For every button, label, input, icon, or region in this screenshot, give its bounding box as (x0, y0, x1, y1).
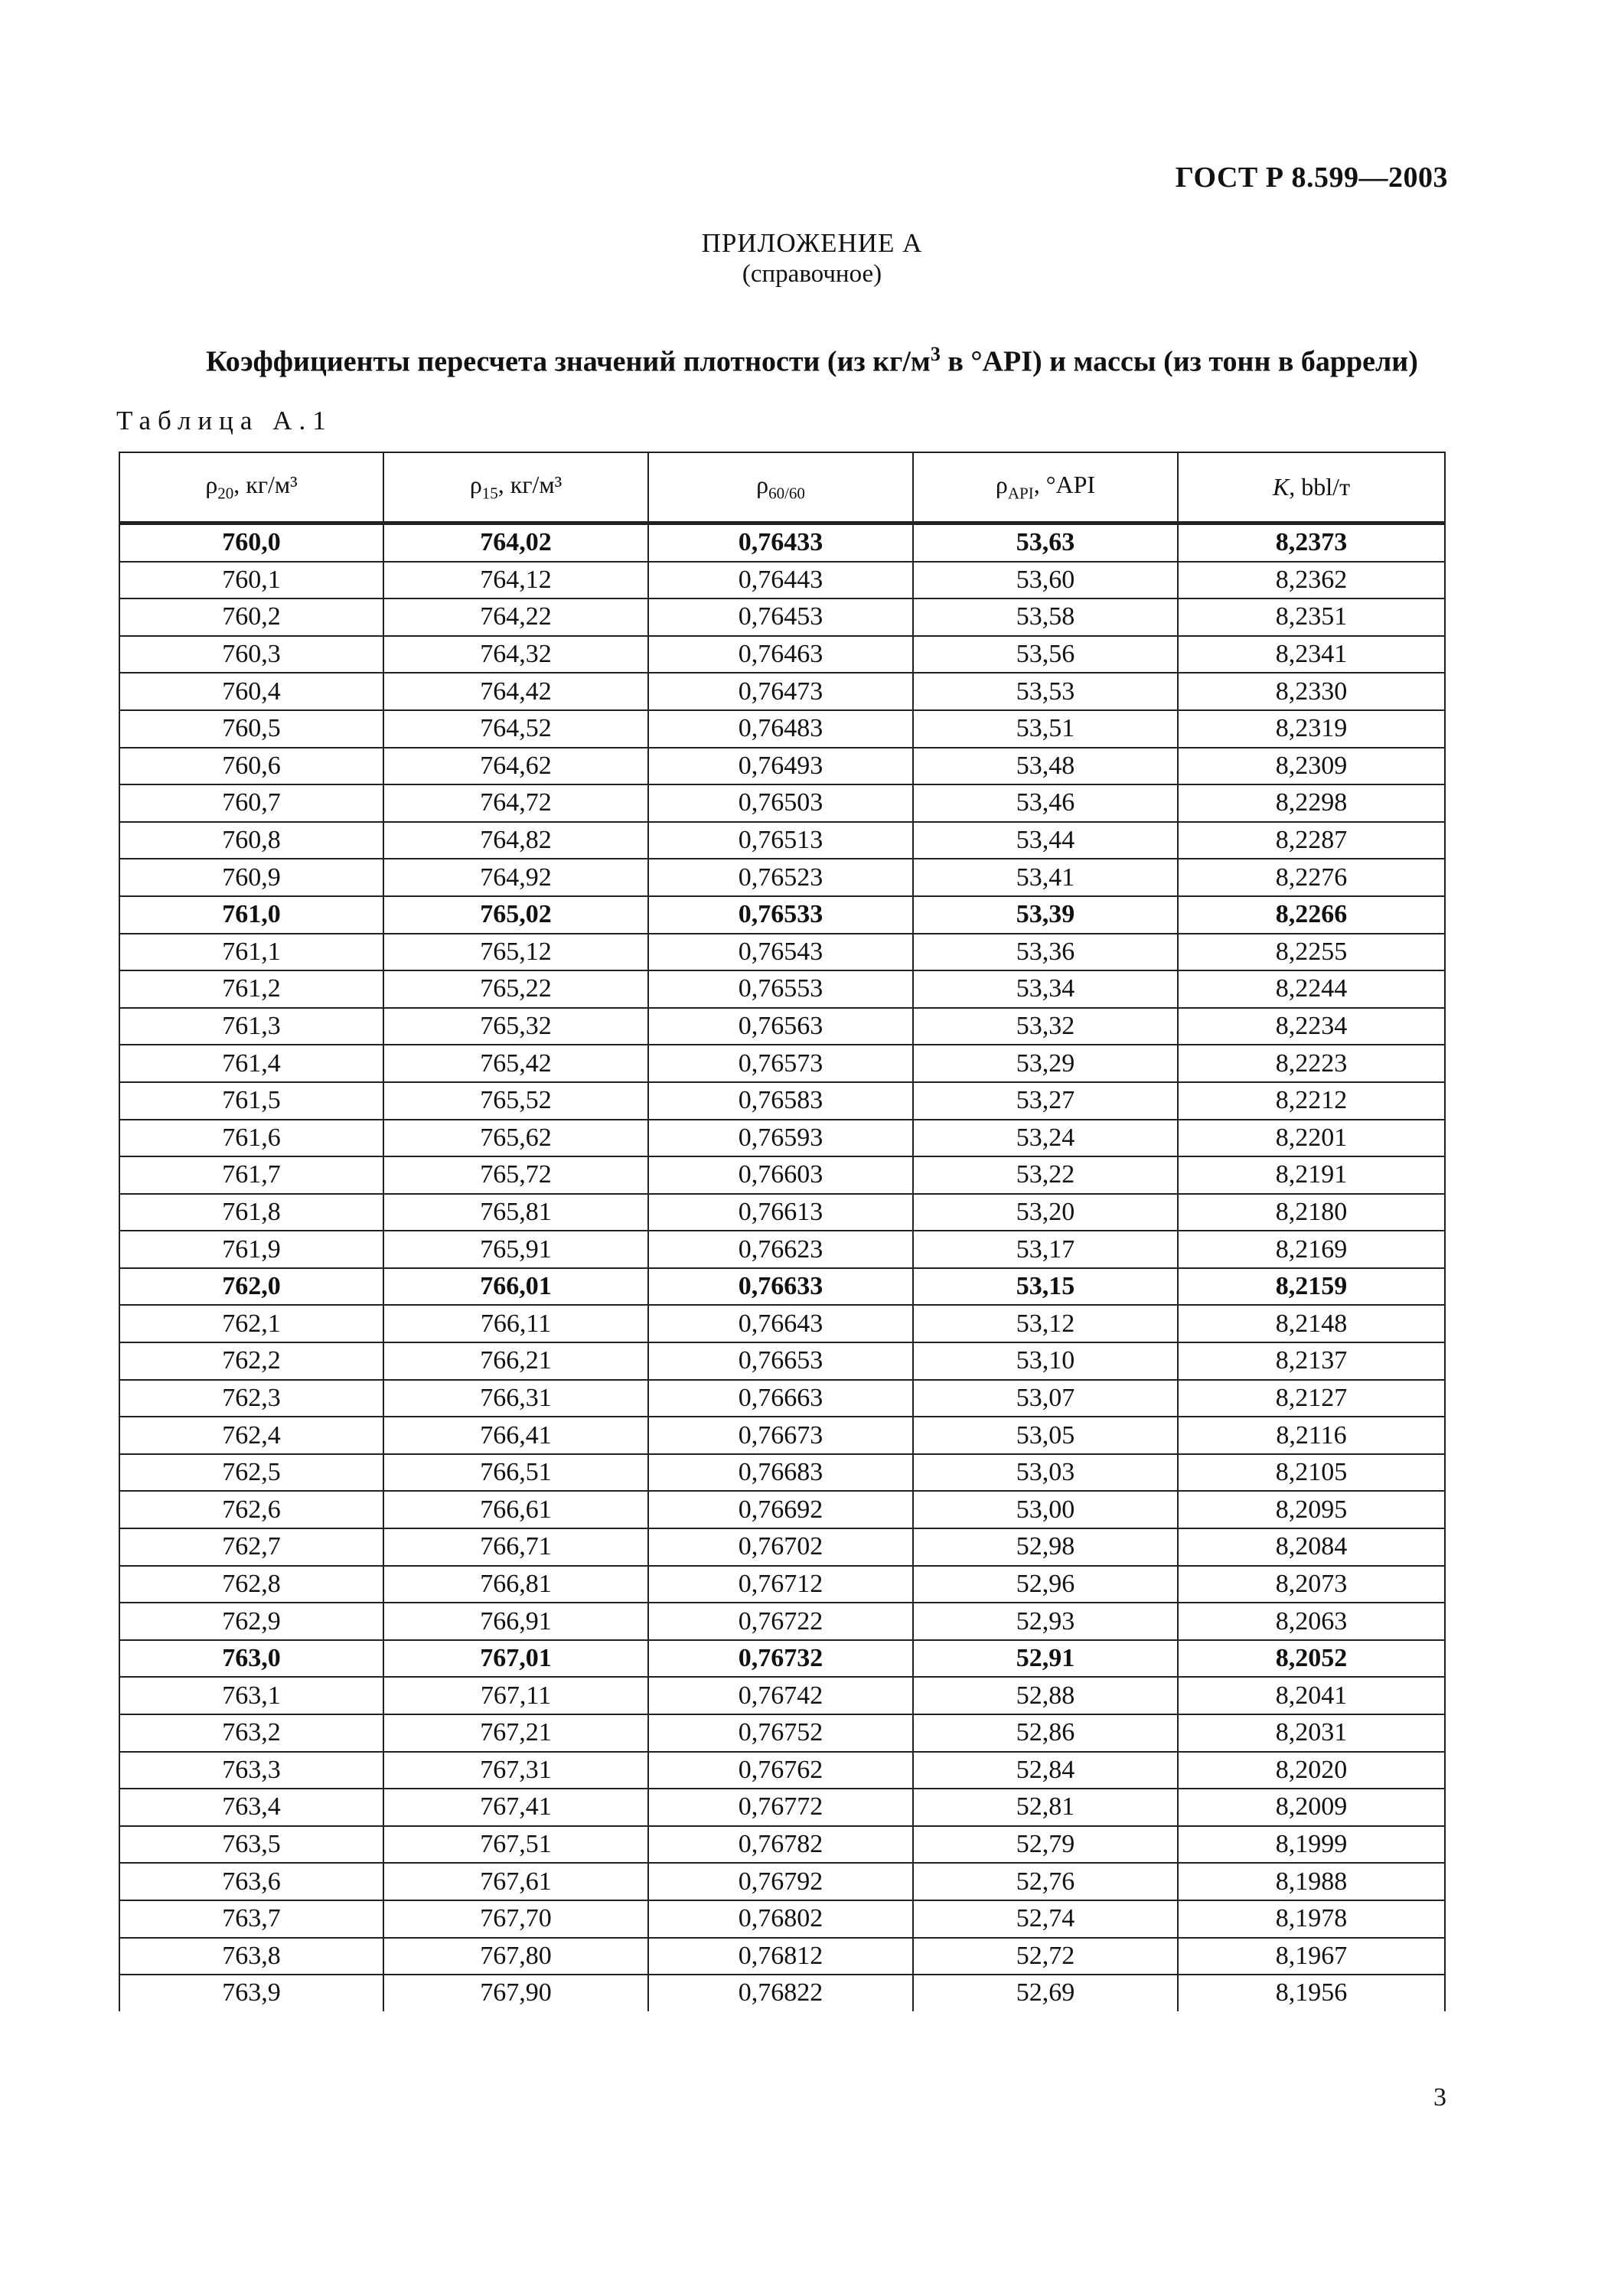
table-cell: 8,2212 (1178, 1082, 1445, 1120)
table-cell: 766,21 (383, 1342, 648, 1380)
table-cell: 8,2031 (1178, 1714, 1445, 1752)
table-cell: 761,2 (119, 970, 383, 1008)
table-cell: 763,8 (119, 1938, 383, 1975)
table-cell: 8,1967 (1178, 1938, 1445, 1975)
table-row (119, 1231, 1445, 1268)
table-cell: 0,76483 (648, 710, 913, 748)
table-cell: 761,1 (119, 934, 383, 971)
table-cell: 8,2276 (1178, 859, 1445, 896)
table-row (119, 1268, 1445, 1306)
table-cell: 764,82 (383, 822, 648, 859)
table-cell: 8,1988 (1178, 1863, 1445, 1900)
table-cell: 8,1978 (1178, 1900, 1445, 1938)
table-cell: 760,8 (119, 822, 383, 859)
table-cell: 0,76673 (648, 1417, 913, 1454)
table-cell: 53,00 (913, 1491, 1178, 1528)
table-cell: 8,2084 (1178, 1528, 1445, 1566)
table-cell: 8,2073 (1178, 1566, 1445, 1603)
table-cell: 53,05 (913, 1417, 1178, 1454)
table-cell: 8,2180 (1178, 1194, 1445, 1231)
table-cell: 53,24 (913, 1120, 1178, 1157)
table-cell: 53,63 (913, 523, 1178, 562)
table-cell: 761,7 (119, 1156, 383, 1194)
table-cell: 8,1999 (1178, 1826, 1445, 1864)
table-row (119, 859, 1445, 896)
table-row (119, 1380, 1445, 1417)
table-cell: 53,27 (913, 1082, 1178, 1120)
table-cell: 765,62 (383, 1120, 648, 1157)
table-row (119, 896, 1445, 934)
table-cell: 764,12 (383, 562, 648, 599)
table-cell: 764,92 (383, 859, 648, 896)
table-cell: 0,76433 (648, 523, 913, 562)
table-cell: 53,36 (913, 934, 1178, 971)
table-row (119, 1938, 1445, 1975)
appendix-label: ПРИЛОЖЕНИЕ А (701, 228, 923, 258)
table-cell: 52,76 (913, 1863, 1178, 1900)
table-cell: 53,58 (913, 598, 1178, 636)
table-cell: 762,0 (119, 1268, 383, 1306)
table-row (119, 1566, 1445, 1603)
table-cell: 760,4 (119, 673, 383, 710)
table-cell: 767,80 (383, 1938, 648, 1975)
table-cell: 52,98 (913, 1528, 1178, 1566)
table-cell: 766,81 (383, 1566, 648, 1603)
table-cell: 762,8 (119, 1566, 383, 1603)
table-cell: 8,2116 (1178, 1417, 1445, 1454)
standard-designation: ГОСТ Р 8.599—2003 (1175, 161, 1448, 194)
table-cell: 8,2159 (1178, 1268, 1445, 1306)
table-row (119, 1194, 1445, 1231)
table-cell: 0,76593 (648, 1120, 913, 1157)
table-cell: 8,2052 (1178, 1640, 1445, 1678)
table-cell: 765,81 (383, 1194, 648, 1231)
column-header-k: K, bbl/т (1178, 452, 1445, 523)
appendix-type: (справочное) (742, 260, 882, 288)
title-part-2: в °API) и массы (из тонн в баррели) (940, 345, 1418, 378)
table-cell: 0,76453 (648, 598, 913, 636)
table-cell: 0,76633 (648, 1268, 913, 1306)
table-cell: 0,76473 (648, 673, 913, 710)
table-cell: 0,76563 (648, 1008, 913, 1045)
table-cell: 0,76513 (648, 822, 913, 859)
table-cell: 766,91 (383, 1603, 648, 1640)
table-cell: 761,3 (119, 1008, 383, 1045)
table-cell: 8,2041 (1178, 1677, 1445, 1714)
table-cell: 766,11 (383, 1305, 648, 1342)
table-row (119, 1082, 1445, 1120)
table-cell: 8,2105 (1178, 1454, 1445, 1492)
table-cell: 53,44 (913, 822, 1178, 859)
table-row (119, 598, 1445, 636)
table-cell: 0,76503 (648, 784, 913, 822)
table-cell: 764,22 (383, 598, 648, 636)
table-cell: 761,4 (119, 1045, 383, 1082)
table-cell: 0,76493 (648, 748, 913, 785)
column-header-rho60-60: $\rho_{60/60}$ (648, 452, 913, 523)
table-cell: 0,76742 (648, 1677, 913, 1714)
title-part-1: Коэффициенты пересчета значений плотности (из кг/м (206, 345, 931, 378)
table-cell: 760,3 (119, 636, 383, 673)
table-row (119, 636, 1445, 673)
column-header-rho15: $\rho_{15}$, кг/м³ (383, 452, 648, 523)
table-cell: 53,03 (913, 1454, 1178, 1492)
table-cell: 0,76463 (648, 636, 913, 673)
table-cell: 52,72 (913, 1938, 1178, 1975)
table-cell: 8,2009 (1178, 1789, 1445, 1826)
table-cell: 8,2266 (1178, 896, 1445, 934)
table-cell: 760,1 (119, 562, 383, 599)
table-cell: 0,76782 (648, 1826, 913, 1864)
table-cell: 53,39 (913, 896, 1178, 934)
table-cell: 761,8 (119, 1194, 383, 1231)
table-cell: 8,2169 (1178, 1231, 1445, 1268)
table-row (119, 1491, 1445, 1528)
table-cell: 762,5 (119, 1454, 383, 1492)
table-cell: 767,90 (383, 1975, 648, 2011)
table-cell: 762,2 (119, 1342, 383, 1380)
table-cell: 0,76583 (648, 1082, 913, 1120)
table-cell: 52,88 (913, 1677, 1178, 1714)
table-cell: 763,5 (119, 1826, 383, 1864)
table-cell: 53,51 (913, 710, 1178, 748)
table-cell: 766,61 (383, 1491, 648, 1528)
table-cell: 765,22 (383, 970, 648, 1008)
table-cell: 52,84 (913, 1752, 1178, 1789)
table-cell: 8,2330 (1178, 673, 1445, 710)
table-row (119, 934, 1445, 971)
table-cell: 760,2 (119, 598, 383, 636)
table-cell: 52,86 (913, 1714, 1178, 1752)
table-cell: 767,31 (383, 1752, 648, 1789)
table-cell: 762,7 (119, 1528, 383, 1566)
table-cell: 53,29 (913, 1045, 1178, 1082)
table-cell: 8,2095 (1178, 1491, 1445, 1528)
table-row (119, 1752, 1445, 1789)
table-cell: 8,2351 (1178, 598, 1445, 636)
table-cell: 53,48 (913, 748, 1178, 785)
table-cell: 765,42 (383, 1045, 648, 1082)
table-cell: 762,4 (119, 1417, 383, 1454)
table-cell: 53,22 (913, 1156, 1178, 1194)
table-row (119, 748, 1445, 785)
title-exponent: 3 (930, 343, 941, 365)
table-label: Таблица А.1 (116, 406, 333, 435)
table-cell: 763,1 (119, 1677, 383, 1714)
table-cell: 767,41 (383, 1789, 648, 1826)
table-cell: 762,1 (119, 1305, 383, 1342)
table-row (119, 1528, 1445, 1566)
table-cell: 53,56 (913, 636, 1178, 673)
table-row (119, 1045, 1445, 1082)
table-cell: 763,9 (119, 1975, 383, 2011)
table-cell: 0,76653 (648, 1342, 913, 1380)
table-row (119, 523, 1445, 562)
table-cell: 765,12 (383, 934, 648, 971)
table-cell: 763,3 (119, 1752, 383, 1789)
table-cell: 766,01 (383, 1268, 648, 1306)
table-row (119, 562, 1445, 599)
table-cell: 766,31 (383, 1380, 648, 1417)
document-title (0, 343, 1624, 379)
table-cell: 762,3 (119, 1380, 383, 1417)
table-row (119, 1640, 1445, 1678)
table-cell: 8,2191 (1178, 1156, 1445, 1194)
table-cell: 764,42 (383, 673, 648, 710)
table-cell: 8,2020 (1178, 1752, 1445, 1789)
column-header-rho-api: $\rho_{API}$, °API (913, 452, 1178, 523)
table-cell: 765,72 (383, 1156, 648, 1194)
table-cell: 0,76613 (648, 1194, 913, 1231)
table-cell: 8,2298 (1178, 784, 1445, 822)
table-cell: 761,0 (119, 896, 383, 934)
table-cell: 52,96 (913, 1566, 1178, 1603)
table-cell: 8,2319 (1178, 710, 1445, 748)
table-row (119, 970, 1445, 1008)
column-header-rho20: $\rho_{20}$, кг/м³ (119, 452, 383, 523)
table-cell: 0,76702 (648, 1528, 913, 1566)
table-cell: 8,1956 (1178, 1975, 1445, 2011)
table-cell: 760,7 (119, 784, 383, 822)
table-row (119, 1305, 1445, 1342)
table-row (119, 1603, 1445, 1640)
table-cell: 8,2287 (1178, 822, 1445, 859)
table-cell: 8,2255 (1178, 934, 1445, 971)
table-cell: 0,76663 (648, 1380, 913, 1417)
table-row (119, 1975, 1445, 2011)
table-cell: 8,2341 (1178, 636, 1445, 673)
table-row (119, 1900, 1445, 1938)
table-cell: 0,76573 (648, 1045, 913, 1082)
table-cell: 0,76443 (648, 562, 913, 599)
table-cell: 767,01 (383, 1640, 648, 1678)
table-cell: 766,71 (383, 1528, 648, 1566)
table-cell: 53,12 (913, 1305, 1178, 1342)
table-cell: 766,41 (383, 1417, 648, 1454)
table-cell: 0,76553 (648, 970, 913, 1008)
table-cell: 765,52 (383, 1082, 648, 1120)
table-cell: 53,34 (913, 970, 1178, 1008)
table-cell: 763,7 (119, 1900, 383, 1938)
table-cell: 767,21 (383, 1714, 648, 1752)
table-cell: 52,81 (913, 1789, 1178, 1826)
table-cell: 8,2063 (1178, 1603, 1445, 1640)
table-cell: 0,76603 (648, 1156, 913, 1194)
table-cell: 8,2309 (1178, 748, 1445, 785)
table-cell: 761,6 (119, 1120, 383, 1157)
table-cell: 765,91 (383, 1231, 648, 1268)
table-cell: 8,2244 (1178, 970, 1445, 1008)
table-cell: 0,76533 (648, 896, 913, 934)
table-cell: 53,07 (913, 1380, 1178, 1417)
table-cell: 8,2127 (1178, 1380, 1445, 1417)
table-cell: 764,02 (383, 523, 648, 562)
table-cell: 766,51 (383, 1454, 648, 1492)
table-cell: 0,76683 (648, 1454, 913, 1492)
table-cell: 767,70 (383, 1900, 648, 1938)
table-cell: 0,76762 (648, 1752, 913, 1789)
table-cell: 0,76722 (648, 1603, 913, 1640)
table-header (119, 452, 1445, 523)
table-cell: 764,62 (383, 748, 648, 785)
table-cell: 763,0 (119, 1640, 383, 1678)
table-cell: 8,2148 (1178, 1305, 1445, 1342)
table-cell: 8,2362 (1178, 562, 1445, 599)
table-row (119, 1156, 1445, 1194)
table-row (119, 1342, 1445, 1380)
table-cell: 760,5 (119, 710, 383, 748)
table-cell: 762,9 (119, 1603, 383, 1640)
conversion-table (119, 452, 1446, 2011)
table-cell: 0,76623 (648, 1231, 913, 1268)
table-cell: 0,76812 (648, 1938, 913, 1975)
table-cell: 52,74 (913, 1900, 1178, 1938)
table-cell: 53,20 (913, 1194, 1178, 1231)
table-cell: 0,76712 (648, 1566, 913, 1603)
table-cell: 53,15 (913, 1268, 1178, 1306)
table-row (119, 673, 1445, 710)
table-cell: 53,17 (913, 1231, 1178, 1268)
table-cell: 53,41 (913, 859, 1178, 896)
table-cell: 0,76802 (648, 1900, 913, 1938)
table-cell: 0,76643 (648, 1305, 913, 1342)
table-row (119, 1120, 1445, 1157)
table-cell: 0,76543 (648, 934, 913, 971)
table-cell: 53,10 (913, 1342, 1178, 1380)
table-cell: 764,52 (383, 710, 648, 748)
table-cell: 760,9 (119, 859, 383, 896)
table-cell: 760,0 (119, 523, 383, 562)
table-cell: 52,69 (913, 1975, 1178, 2011)
table-cell: 8,2234 (1178, 1008, 1445, 1045)
table-row (119, 1714, 1445, 1752)
table-cell: 764,32 (383, 636, 648, 673)
table-cell: 0,76822 (648, 1975, 913, 2011)
table-cell: 761,5 (119, 1082, 383, 1120)
table-cell: 52,91 (913, 1640, 1178, 1678)
page-number: 3 (1433, 2083, 1446, 2112)
table-cell: 8,2137 (1178, 1342, 1445, 1380)
table-cell: 761,9 (119, 1231, 383, 1268)
table-row (119, 1789, 1445, 1826)
table-cell: 0,76732 (648, 1640, 913, 1678)
table-cell: 0,76792 (648, 1863, 913, 1900)
table-row (119, 1826, 1445, 1864)
table-cell: 760,6 (119, 748, 383, 785)
table-row (119, 784, 1445, 822)
table-row (119, 1454, 1445, 1492)
table-cell: 763,2 (119, 1714, 383, 1752)
table-body (119, 523, 1445, 2011)
table-cell: 764,72 (383, 784, 648, 822)
table-row (119, 1863, 1445, 1900)
table-cell: 763,6 (119, 1863, 383, 1900)
table-cell: 53,60 (913, 562, 1178, 599)
table-row (119, 1677, 1445, 1714)
table-cell: 0,76523 (648, 859, 913, 896)
table-cell: 765,02 (383, 896, 648, 934)
table-row (119, 710, 1445, 748)
table-cell: 0,76692 (648, 1491, 913, 1528)
table-row (119, 1008, 1445, 1045)
table-cell: 767,11 (383, 1677, 648, 1714)
table-cell: 8,2201 (1178, 1120, 1445, 1157)
table-cell: 762,6 (119, 1491, 383, 1528)
table-cell: 767,51 (383, 1826, 648, 1864)
table-cell: 767,61 (383, 1863, 648, 1900)
table-cell: 0,76752 (648, 1714, 913, 1752)
table-cell: 765,32 (383, 1008, 648, 1045)
table-cell: 8,2373 (1178, 523, 1445, 562)
table-cell: 53,53 (913, 673, 1178, 710)
table-row (119, 822, 1445, 859)
table-cell: 53,32 (913, 1008, 1178, 1045)
table-cell: 763,4 (119, 1789, 383, 1826)
table-cell: 53,46 (913, 784, 1178, 822)
table-cell: 52,93 (913, 1603, 1178, 1640)
table-cell: 52,79 (913, 1826, 1178, 1864)
table-row (119, 1417, 1445, 1454)
table-cell: 8,2223 (1178, 1045, 1445, 1082)
table-cell: 0,76772 (648, 1789, 913, 1826)
